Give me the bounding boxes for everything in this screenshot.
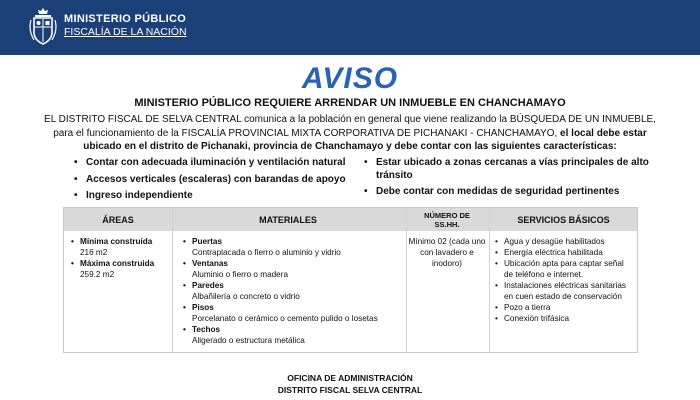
material-detail: Porcelanato o cerámico o cemento pulido o losetas [192,314,378,323]
service-item: • Instalaciones eléctricas sanitarias en cuen estado de conservación [494,280,634,302]
material-detail: Contraplacada o fierro o aluminio y vidrio [192,248,341,257]
intro-text: EL DISTRITO FISCAL DE SELVA CENTRAL comunica a la población en general que viene realizando la BÚSQUEDA DE UN INMUEBLE, para el funcionamiento de la FISCALÍA PROVINCIAL MIXTA CORPORATIVA DE PICHANAKI - CHANCHAMAYO, [44,114,656,139]
area-label: • Mínima construida [70,236,174,247]
characteristic-item: • Contar con adecuada iluminación y ventilación natural [72,157,362,170]
characteristics-list-right [362,157,662,203]
service-item: • Conexión trifásica [494,313,634,324]
service-item: • Pozo a tierra [494,302,634,313]
header-servicios: SERVICIOS BÁSICOS [517,214,610,225]
materiales-cell [182,236,402,346]
material-detail: Aligerado o estructura metálica [192,336,305,345]
material-label: • Pisos [182,302,402,313]
header-numero: NÚMERO DE SS.HH. [424,210,470,229]
footer-line2: DISTRITO FISCAL SELVA CENTRAL [277,385,423,395]
organization-name [64,13,187,39]
characteristic-item: • Debe contar con medidas de seguridad pertinentes [362,186,662,199]
header-areas: ÁREAS [102,214,134,225]
material-detail: Albañilería o concreto o vidrio [192,292,300,301]
intro-text-bold: el local debe estar ubicado en el distrito de Pichanaki, provincia de Chanchamayo y debe contar con las siguientes características: [83,127,647,152]
material-detail: Aluminio o fierro o madera [192,270,289,279]
characteristic-item: • Ingreso independiente [72,190,362,203]
page-title: AVISO [301,62,399,95]
area-value: 216 m2 [80,248,108,257]
material-label: • Puertas [182,236,402,247]
column-divider [406,208,407,352]
material-label: • Ventanas [182,258,402,269]
header-materiales: MATERIALES [259,214,317,225]
org-name-line1: MINISTERIO PÚBLICO [64,13,187,25]
org-name-line2: FISCALÍA DE LA NACIÓN [64,26,187,38]
material-label: • Techos [182,324,402,335]
coat-of-arms-icon [28,6,58,48]
header-bar [0,0,700,55]
service-item: • Energía eléctrica habilitada [494,247,634,258]
service-item: • Ubicación apta para captar señal de teléfono e internet. [494,258,634,280]
servicios-cell [494,236,634,324]
table-header [64,208,637,231]
characteristics-list-left [72,157,362,207]
service-item: • Agua y desagüe habilitados [494,236,634,247]
numero-cell: Mínimo 02 (cada uno con lavadero e inodoro) [408,237,486,268]
footer-signature [0,372,700,396]
material-label: • Paredes [182,280,402,291]
notice-subtitle: MINISTERIO PÚBLICO REQUIERE ARRENDAR UN INMUEBLE EN CHANCHAMAYO [134,97,566,109]
footer-line1: OFICINA DE ADMINISTRACIÓN [287,373,413,383]
column-divider [172,208,173,352]
characteristic-item: • Estar ubicado a zonas cercanas a vías principales de alto tránsito [362,157,662,182]
requirements-table [63,207,638,353]
intro-paragraph [40,113,660,154]
area-value: 259.2 m2 [80,270,115,279]
areas-cell [70,236,174,280]
characteristic-item: • Accesos verticales (escaleras) con barandas de apoyo [72,174,362,187]
area-label: • Máxima construida [70,258,174,269]
column-divider [489,208,490,352]
